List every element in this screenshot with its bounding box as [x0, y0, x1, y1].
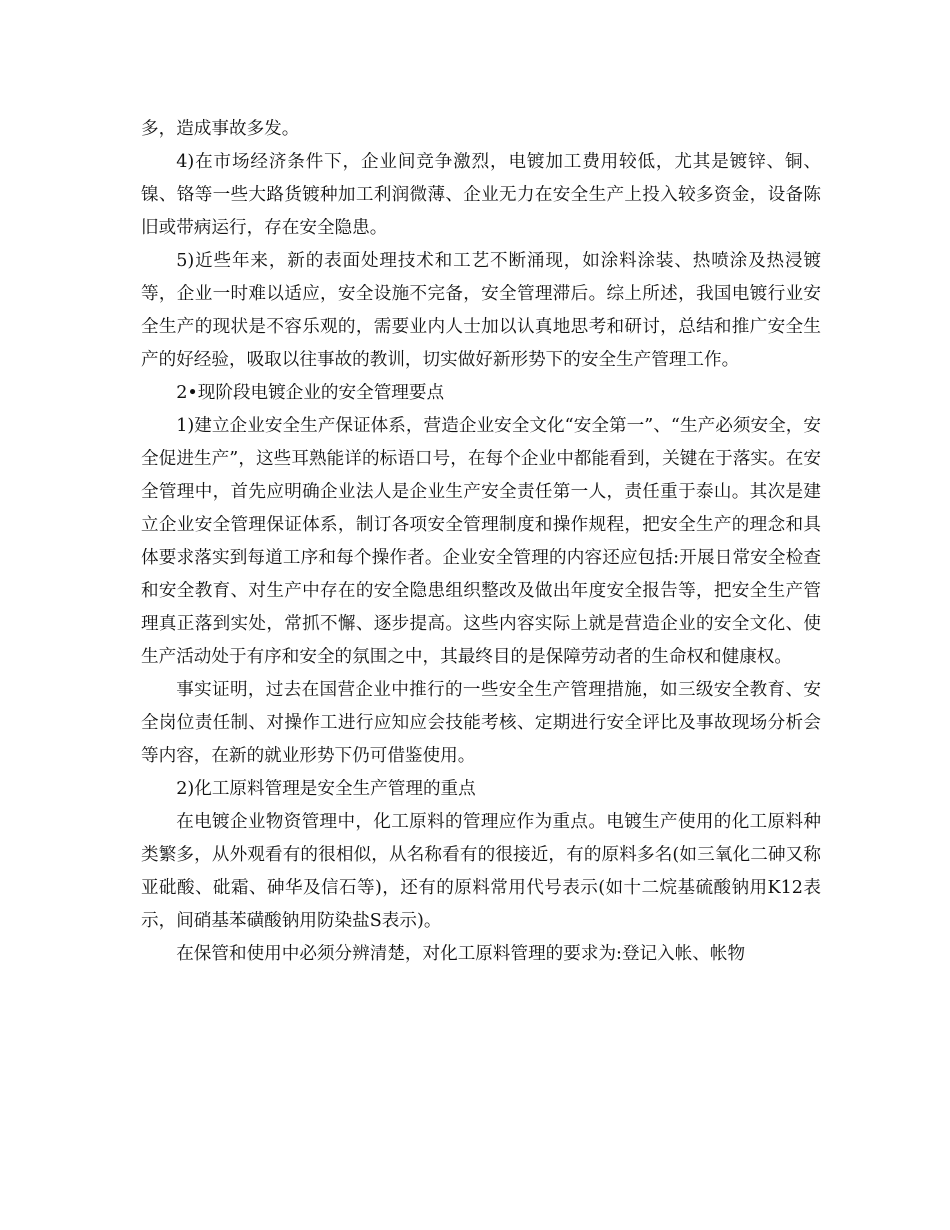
- paragraph-3: 5)近些年来，新的表面处理技术和工艺不断涌现，如涂料涂装、热喷涂及热浸镀等，企业一时难以适应，安全设施不完备，安全管理滞后。综上所述，我国电镀行业安全生产的现状是不容乐观的，需要业内人士加以认真地思考和研讨，总结和推广安全生产的好经验，吸取以往事故的教训，切实做好新形势下的安全生产管理工作。: [141, 251, 821, 370]
- section-heading: 2•现阶段电镀企业的安全管理要点: [176, 383, 445, 403]
- paragraph-2: 4)在市场经济条件下，企业间竞争激烈，电镀加工费用较低，尤其是镀锌、铜、镍、铬等一些大路货镀种加工利润微薄、企业无力在安全生产上投入较多资金，设备陈旧或带病运行，存在安全隐患。: [141, 152, 821, 238]
- paragraph-5: 1)建立企业安全生产保证体系，营造企业安全文化“安全第一”、“生产必须安全，安全促进生产”，这些耳熟能详的标语口号，在每个企业中都能看到，关键在于落实。在安全管理中，首先应明确企业法人是企业生产安全责任第一人，责任重于泰山。其次是建立企业安全管理保证体系，制订各项安全管理制度和操作规程，把安全生产的理念和具体要求落实到每道工序和每个操作者。企业安全管理的内容还应包括:开展日常安全检查和安全教育、对生产中存在的安全隐患组织整改及做出年度安全报告等，把安全生产管理真正落到实处，常抓不懈、逐步提高。这些内容实际上就是营造企业的安全文化、使生产活动处于有序和安全的氛围之中，其最终目的是保障劳动者的生命权和健康权。: [141, 416, 821, 667]
- paragraph-8: 在电镀企业物资管理中，化工原料的管理应作为重点。电镀生产使用的化工原料种类繁多，从外观看有的很相似，从名称看有的很接近，有的原料多名(如三氧化二砷又称亚砒酸、砒霜、砷华及信石等)，还有的原料常用代号表示(如十二烷基硫酸钠用K12表示，间硝基苯磺酸钠用防染盐S表示)。: [141, 812, 821, 931]
- document-body: [141, 113, 821, 971]
- paragraph-1: 多，造成事故多发。: [141, 119, 300, 139]
- paragraph-6: 事实证明，过去在国营企业中推行的一些安全生产管理措施，如三级安全教育、安全岗位责任制、对操作工进行应知应会技能考核、定期进行安全评比及事故现场分析会等内容，在新的就业形势下仍可借鉴使用。: [141, 680, 821, 766]
- paragraph-9: 在保管和使用中必须分辨清楚，对化工原料管理的要求为:登记入帐、帐物: [176, 944, 746, 964]
- subheading: 2)化工原料管理是安全生产管理的重点: [176, 779, 476, 799]
